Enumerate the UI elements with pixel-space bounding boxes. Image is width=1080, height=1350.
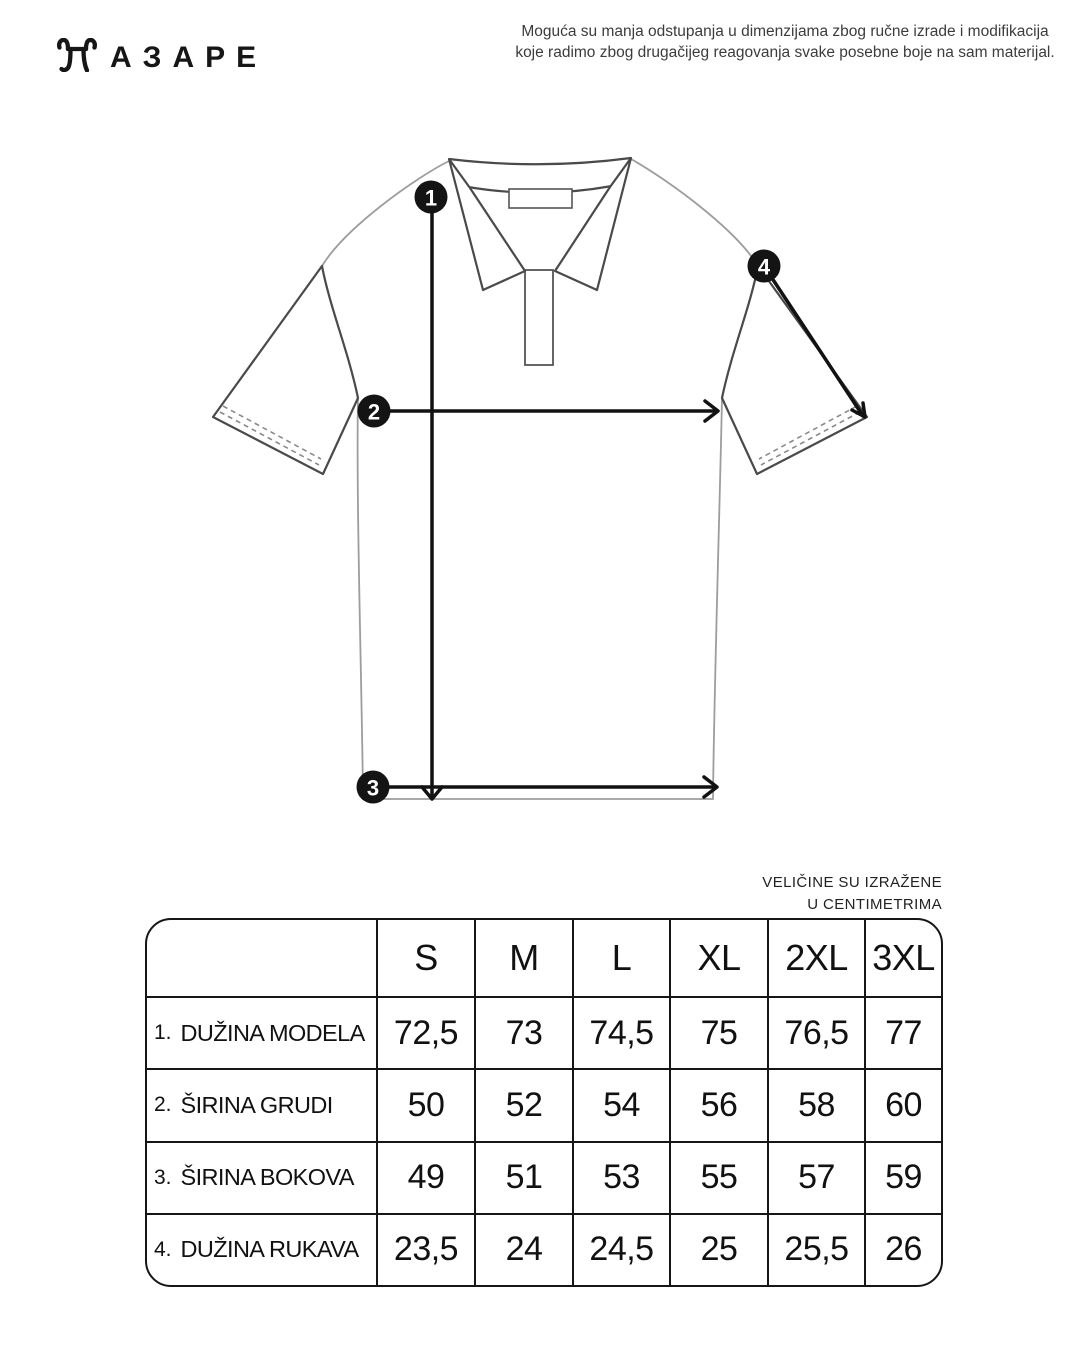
collar-label [509, 189, 572, 208]
size-value-row1-col4: 75 [669, 996, 767, 1068]
measurement-row-label-3 [147, 1141, 376, 1213]
measurement-name: ŠIRINA BOKOVA [180, 1164, 354, 1191]
size-value-row1-col6: 77 [864, 996, 941, 1068]
size-value-row1-col1: 72,5 [376, 996, 474, 1068]
size-column-header-l: L [572, 920, 669, 996]
size-column-header-3xl: 3XL [864, 920, 941, 996]
measurement-number: 1. [154, 1021, 172, 1045]
units-note-line-1: VELIČINE SU IZRAŽENE [762, 874, 942, 891]
size-value-row2-col6: 60 [864, 1068, 941, 1140]
measurement-number: 3. [154, 1165, 172, 1189]
size-value-row4-col2: 24 [474, 1213, 572, 1285]
brand-logo [56, 38, 267, 72]
size-value-row3-col3: 53 [572, 1141, 669, 1213]
marker-4-number: 4 [757, 254, 771, 280]
marker-1-number: 1 [424, 185, 438, 211]
size-column-header-s: S [376, 920, 474, 996]
size-value-row4-col6: 26 [864, 1213, 941, 1285]
size-table-grid [147, 920, 941, 1285]
disclaimer-text [515, 21, 1055, 64]
size-value-row4-col3: 24,5 [572, 1213, 669, 1285]
measurement-number: 2. [154, 1093, 172, 1117]
brand-logo-letters: АЗАРЕ [110, 41, 268, 74]
size-value-row4-col4: 25 [669, 1213, 767, 1285]
size-value-row3-col4: 55 [669, 1141, 767, 1213]
size-value-row1-col2: 73 [474, 996, 572, 1068]
measurement-name: DUŽINA RUKAVA [180, 1236, 359, 1263]
disclaimer-line-1: Moguća su manja odstupanja u dimenzijama zbog ručne izrade i modifikacija [521, 23, 1049, 40]
shirt-body-outline [322, 159, 758, 799]
size-value-row2-col4: 56 [669, 1068, 767, 1140]
placket [525, 270, 553, 365]
size-column-header-2xl: 2XL [767, 920, 864, 996]
units-note-line-2: U CENTIMETRIMA [807, 895, 942, 913]
collar [449, 158, 631, 193]
marker-3-number: 3 [366, 775, 380, 801]
size-value-row1-col5: 76,5 [767, 996, 864, 1068]
size-value-row2-col1: 50 [376, 1068, 474, 1140]
units-note [762, 872, 942, 916]
measurement-row-label-2 [147, 1068, 376, 1140]
size-column-header-m: M [474, 920, 572, 996]
measurement-number: 4. [154, 1237, 172, 1261]
size-value-row2-col2: 52 [474, 1068, 572, 1140]
size-table [145, 918, 943, 1287]
measurement-name: DUŽINA MODELA [180, 1019, 365, 1046]
size-value-row3-col1: 49 [376, 1141, 474, 1213]
measurement-row-label-4 [147, 1213, 376, 1285]
measurement-arrows [373, 197, 865, 799]
size-column-header-xl: XL [669, 920, 767, 996]
table-corner-cell [147, 920, 376, 996]
size-value-row4-col1: 23,5 [376, 1213, 474, 1285]
size-value-row1-col3: 74,5 [572, 996, 669, 1068]
size-value-row4-col5: 25,5 [767, 1213, 864, 1285]
measurement-row-label-1 [147, 996, 376, 1068]
size-value-row3-col5: 57 [767, 1141, 864, 1213]
size-value-row2-col3: 54 [572, 1068, 669, 1140]
size-value-row3-col2: 51 [474, 1141, 572, 1213]
size-value-row2-col5: 58 [767, 1068, 864, 1140]
size-value-row3-col6: 59 [864, 1141, 941, 1213]
logo-horn-letter-icon [56, 38, 98, 72]
measurement-name: ŠIRINA GRUDI [180, 1091, 333, 1118]
disclaimer-line-2: koje radimo zbog drugačijeg reagovanja svake posebne boje na sam materijal. [515, 44, 1055, 62]
marker-2-number: 2 [367, 399, 381, 425]
polo-shirt-measurement-diagram [140, 120, 960, 860]
